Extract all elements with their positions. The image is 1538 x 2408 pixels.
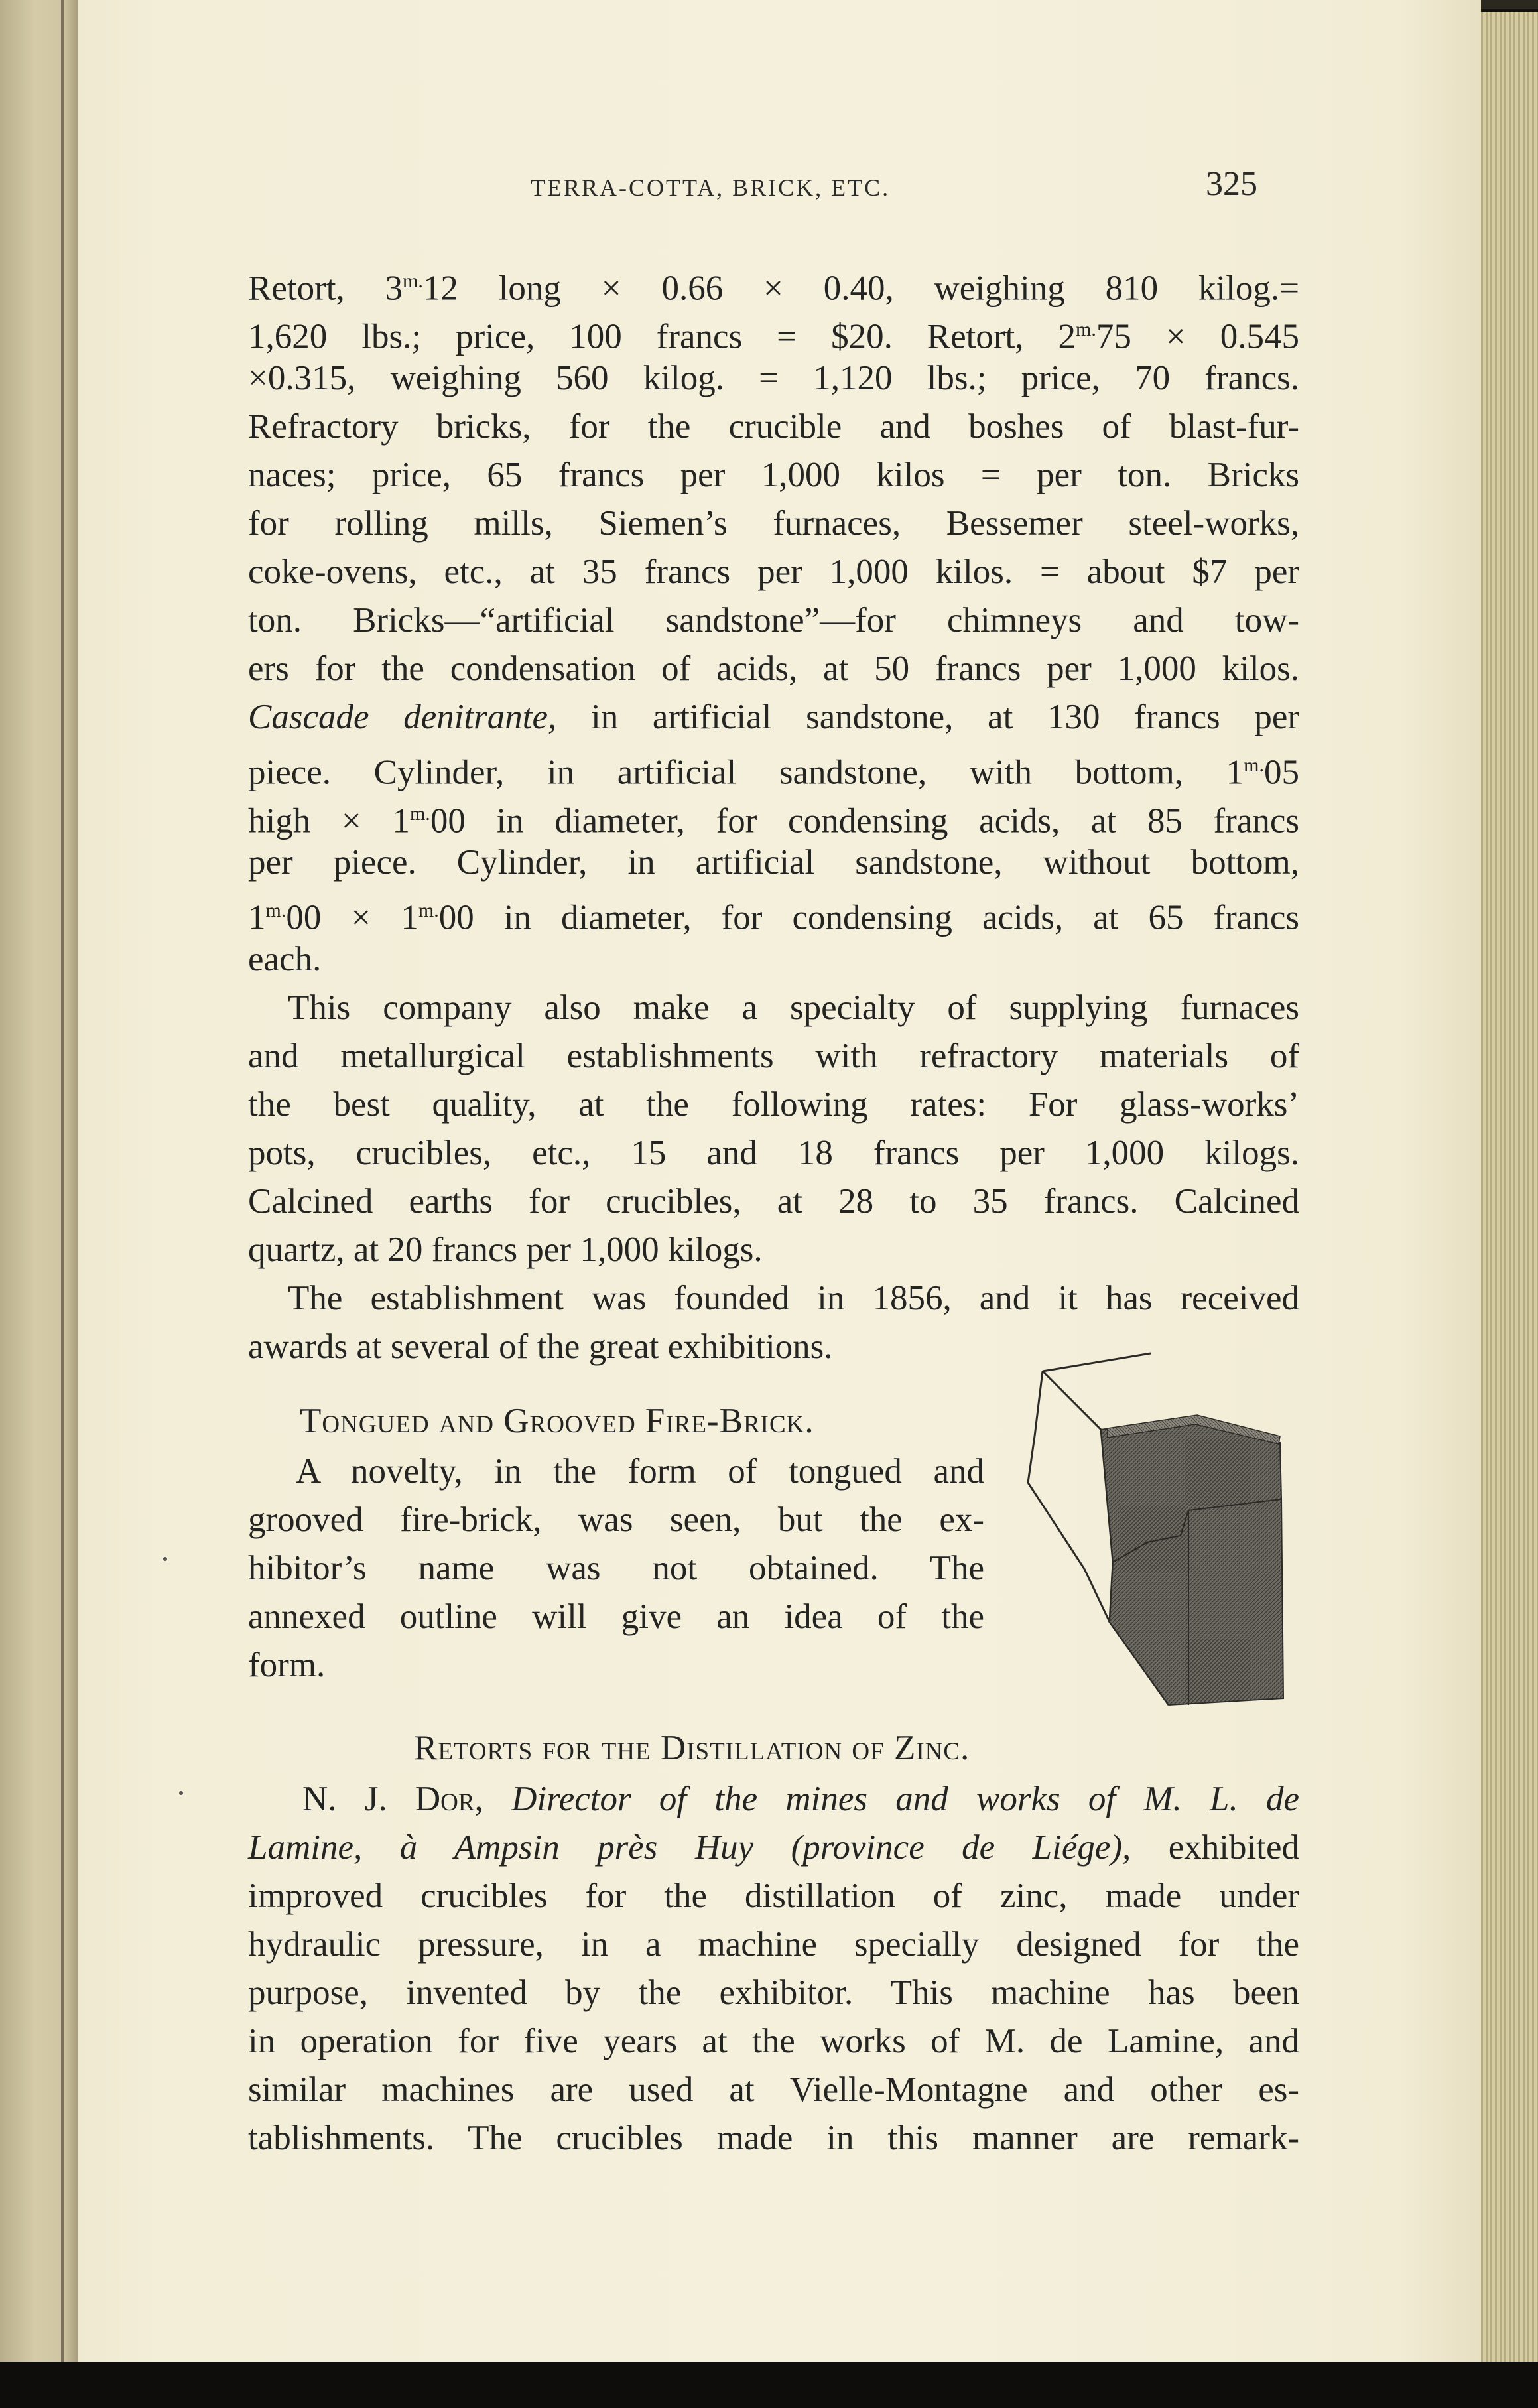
page-gutter-rule	[61, 0, 64, 2408]
fire-brick-line-3: hibitor’s name was not obtained. The	[248, 1549, 984, 1587]
p1-line-8: ton. Bricks—“artificial sandstone”—for chimneys and tow-	[248, 601, 1299, 639]
p1-line-9: ers for the condensation of acids, at 50 francs per 1,000 kilos.	[248, 649, 1299, 688]
fire-brick-line-4: annexed outline will give an idea of the	[248, 1597, 984, 1636]
p3-line-2: awards at several of the great exhibitions.	[248, 1327, 833, 1366]
p1-line-1: Retort, $3^{m.}12$ long × 0.66 × 0.40, weighing 810 kilog.=	[248, 269, 1299, 308]
zinc-line-5: purpose, invented by the exhibitor. This machine has been	[248, 1973, 1299, 2012]
p1-line-11: piece. Cylinder, in artificial sandstone, with bottom, $1^{m.}05$	[248, 753, 1299, 792]
tongued-grooved-brick-illustration	[1021, 1343, 1295, 1718]
page-stack-edge	[1481, 12, 1538, 2374]
zinc-line-8: tablishments. The crucibles made in this manner are remark-	[248, 2119, 1299, 2157]
p2-line-4: pots, crucibles, etc., 15 and 18 francs per 1,000 kilogs.	[248, 1134, 1299, 1172]
p1-line-15: each.	[248, 940, 322, 978]
zinc-heading: Retorts for the Distillation of Zinc.	[414, 1729, 970, 1767]
zinc-line-4: hydraulic pressure, in a machine specially designed for the	[248, 1925, 1299, 1964]
p3-line-1: The establishment was founded in 1856, and it has received	[288, 1279, 1299, 1317]
facing-page-edge	[0, 0, 78, 2408]
zinc-line-2: Lamine, à Ampsin près Huy (province de Liége), exhibited	[248, 1828, 1299, 1867]
zinc-line-6: in operation for five years at the works of M. de Lamine, and	[248, 2022, 1299, 2060]
running-title: TERRA-COTTA, BRICK, ETC.	[531, 174, 891, 201]
p2-line-3: the best quality, at the following rates: For glass-works’	[248, 1085, 1299, 1124]
p1-line-13: per piece. Cylinder, in artificial sandstone, without bottom,	[248, 843, 1299, 882]
p1-line-5: naces; price, 65 francs per 1,000 kilos = per ton. Bricks	[248, 456, 1299, 494]
p1-line-4: Refractory bricks, for the crucible and boshes of blast-fur-	[248, 407, 1299, 446]
bottom-shadow	[0, 2362, 1538, 2408]
p2-line-2: and metallurgical establishments with refractory materials of	[248, 1037, 1299, 1075]
zinc-line-3: improved crucibles for the distillation of zinc, made under	[248, 1877, 1299, 1915]
p2-line-1: This company also make a specialty of supplying furnaces	[288, 988, 1299, 1027]
zinc-line-1: N. J. Dor, Director of the mines and works of M. L. de	[302, 1780, 1300, 1818]
p2-line-5: Calcined earths for crucibles, at 28 to 35 francs. Calcined	[248, 1182, 1299, 1221]
p1-line-7: coke-ovens, etc., at 35 francs per 1,000 kilos. = about $7 per	[248, 553, 1299, 591]
p1-line-2: 1,620 lbs.; price, 100 francs = $20. Retort, $2^{m.}75 \times 0.545$	[248, 317, 1299, 356]
zinc-line-7: similar machines are used at Vielle-Montagne and other es-	[248, 2070, 1299, 2109]
fire-brick-heading: Tongued and Grooved Fire-Brick.	[300, 1402, 814, 1440]
p1-line-10: Cascade denitrante, in artificial sandstone, at 130 francs per	[248, 698, 1300, 736]
fire-brick-line-1: A novelty, in the form of tongued and	[296, 1452, 984, 1491]
page-number: 325	[1206, 165, 1257, 203]
p1-line-3: ×0.315, weighing 560 kilog. = 1,120 lbs.; price, 70 francs.	[248, 359, 1299, 397]
p2-line-6: quartz, at 20 francs per 1,000 kilogs.	[248, 1231, 763, 1269]
fire-brick-line-2: grooved fire-brick, was seen, but the ex-	[248, 1501, 984, 1539]
p1-line-12: high × $1^{m.}00$ in diameter, for condensing acids, at 85 francs	[248, 801, 1299, 840]
margin-speck	[179, 1791, 183, 1795]
fire-brick-line-5: form.	[248, 1646, 326, 1684]
margin-speck	[163, 1557, 167, 1561]
p1-line-6: for rolling mills, Siemen’s furnaces, Bessemer steel-works,	[248, 504, 1299, 543]
p1-line-14: $1^{m.}00 \times 1^{m.}00$ in diameter, for condensing acids, at 65 francs	[248, 898, 1299, 937]
